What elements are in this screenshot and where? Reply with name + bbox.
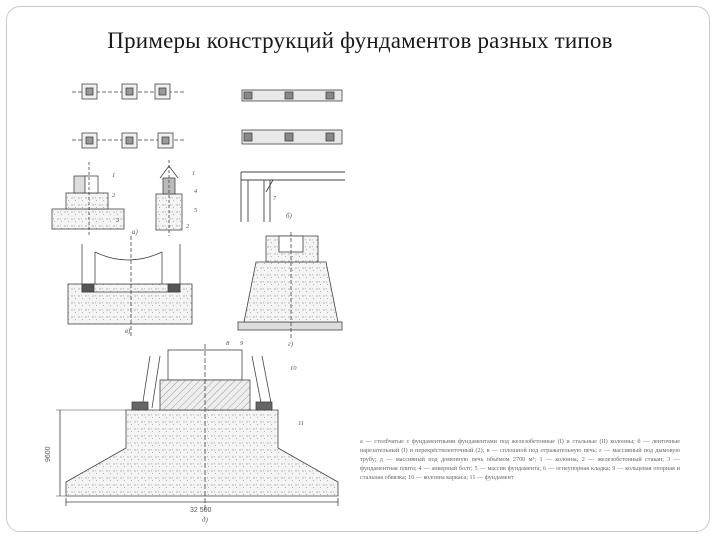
label-a: а) (132, 228, 138, 236)
dimension-width: 32 500 (190, 507, 212, 514)
section-furnace-foundation (68, 236, 192, 336)
label-v: в) (125, 327, 131, 335)
callout: 5 (194, 207, 198, 214)
callout: 2 (186, 223, 190, 230)
plan-strip-foundations (242, 90, 342, 144)
slide-title: Примеры конструкций фундаментов разных типов (107, 28, 613, 53)
callout: 11 (298, 420, 305, 427)
callout: 1 (192, 170, 196, 177)
dimension-height: 9600 (45, 446, 52, 462)
section-chimney-foundation (238, 232, 342, 338)
callout: 10 (290, 365, 297, 372)
callout: 4 (194, 188, 198, 195)
section-strip-frame (241, 172, 345, 222)
callout: 2 (112, 192, 116, 199)
label-g: г) (288, 340, 294, 348)
callout: 7 (273, 195, 277, 202)
callout: 8 (226, 340, 230, 347)
callout: 1 (112, 172, 116, 179)
callout: 9 (240, 340, 244, 347)
label-d: д) (202, 516, 208, 524)
label-b: б) (286, 212, 292, 220)
section-column-foundations (52, 160, 182, 236)
plan-isolated-foundations (72, 84, 186, 148)
callout: 3 (116, 217, 120, 224)
figure-legend: а — столбчатые с фундаментными фундаментами под железобетонные (I) и стальные (II) колонны; б — ленточные нарезательный (I) и перекрёстнленточный (2); в — сплошной под отражательную печь; г — массивный под дымовую трубу; д — массивный под доменную печь объёмом 2700 м³; 1 — колонна; 2 — железобетонный стакан; 3 — фундаментная плита; 4 — анкерный болт; 5 — массив фундамента; 6 — огнеупорная кладка; 9 — кольцевая опорная и стальная обвязка; 10 — колонна каркаса; 11 — фундамент (360, 438, 680, 481)
